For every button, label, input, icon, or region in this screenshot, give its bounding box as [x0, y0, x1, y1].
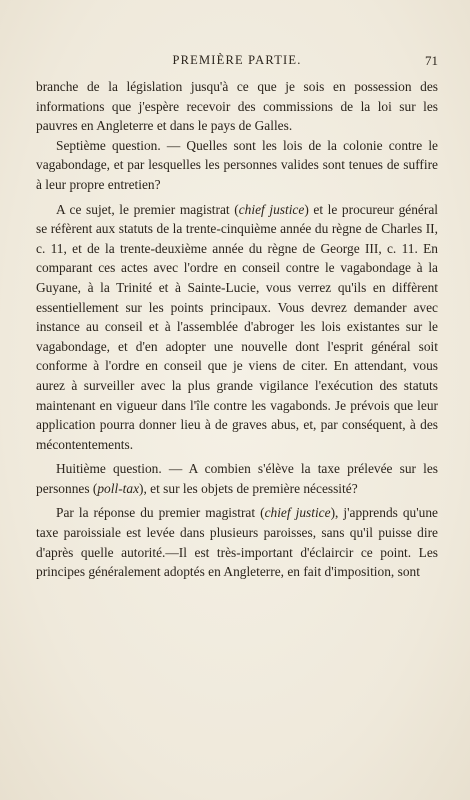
- paragraph-answer-eight: [36, 503, 438, 581]
- paragraph-answer-seven: [36, 200, 438, 455]
- italic-term: chief justice: [238, 201, 305, 217]
- paragraph-text: Par la réponse du premier magistrat (: [56, 505, 265, 521]
- italic-term: poll-tax: [97, 480, 140, 496]
- paragraph-question-eight: [36, 459, 438, 498]
- page-header: [36, 53, 438, 73]
- paragraph-text: Septième question. — Quelles sont les lois de la colonie contre le vagabondage, et par lesquelles les personnes valides sont tenues de suffire à leur propre entretien?: [36, 137, 438, 192]
- paragraph-text: A ce sujet, le premier magistrat (: [56, 201, 239, 217]
- page-number: 71: [425, 53, 438, 68]
- italic-term: chief justice: [264, 505, 331, 521]
- paragraph-continuation: [36, 77, 438, 136]
- paragraph-text: ), et sur les objets de première nécessité?: [139, 480, 358, 496]
- paragraph-text: ), j'apprends qu'une taxe paroissiale est levée dans plusieurs paroisses, sans qu'il puisse dire d'après quelle autorité.—Il est très-important d'éclaircir ce point. Les principes généralement adoptés en Angleterre, en fait d'imposition, sont: [36, 505, 439, 580]
- paragraph-question-seven: [36, 136, 438, 195]
- page-body: [36, 77, 438, 582]
- paragraph-text: ) et le procureur général se réfèrent aux statuts de la trente-cinquième année du règne de Charles II, c. 11, et de la trente-deuxième année du règne de George III, c. 11. En comparant ces actes avec l'ordre en conseil contre le vagabondage à la Guyane, à la Trinité et à Sainte-Lucie, vous verrez qu'ils en diffèrent essentiellement sur les points principaux. Vous devrez demander avec instance au conseil et à l'assemblée d'abroger les lois existantes sur le vagabondage, et d'en adopter une nouvelle dont l'esprit général soit conforme à l'ordre en conseil que je viens de citer. En attendant, vous aurez à surveiller avec la plus grande vigilance l'exécution des statuts maintenant en vigueur dans l'île contre les vagabonds. Je prévois que leur application pourra donner lieu à de graves abus, et, par conséquent, à des mécontentements.: [36, 201, 438, 452]
- paragraph-text: branche de la législation jusqu'à ce que je sois en possession des informations que j'espère recevoir des commissions de la loi sur les pauvres en Angleterre et dans le pays de Galles.: [36, 79, 438, 134]
- running-title: PREMIÈRE PARTIE.: [172, 53, 302, 67]
- paragraph-text: Huitième question. — A combien s'élève la taxe prélevée sur les personnes (: [36, 461, 438, 496]
